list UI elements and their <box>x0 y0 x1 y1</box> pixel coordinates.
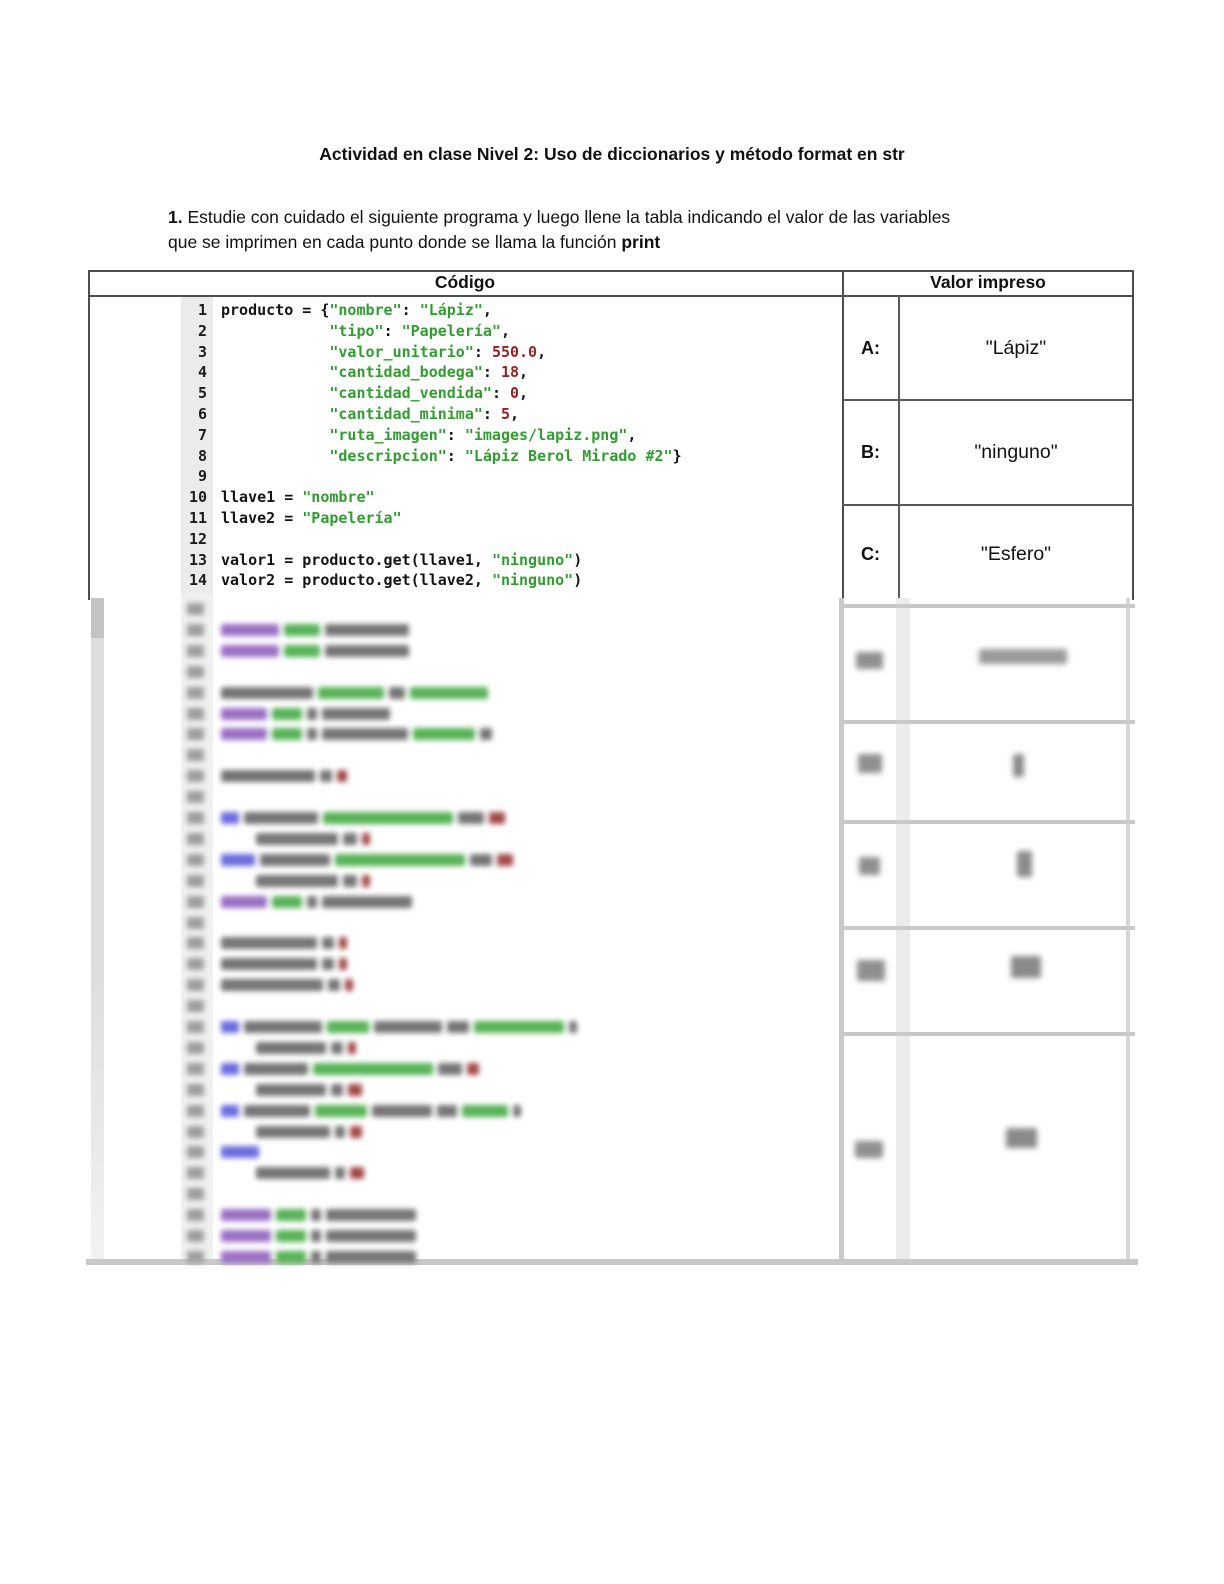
instruction-line1: Estudie con cuidado el siguiente programa y luego llene la tabla indicando el valor de las variables <box>182 206 951 227</box>
code-token: "ruta_imagen" <box>329 425 447 444</box>
code-token: "Lápiz" <box>419 301 483 319</box>
code-token: 5 <box>500 404 510 423</box>
code-token: , <box>482 301 492 319</box>
redacted-answer-value <box>1013 754 1024 777</box>
code-token: "cantidad_vendida" <box>329 384 492 403</box>
instruction-line2: que se imprimen en cada punto donde se llama la función <box>168 231 622 252</box>
answer-row-label: B: <box>861 442 880 462</box>
code-token: : <box>446 425 465 444</box>
redacted-answer-label <box>855 1141 883 1158</box>
line-number: 6 <box>197 404 207 423</box>
code-token: "ninguno" <box>491 571 574 590</box>
code-token: , <box>500 321 510 340</box>
code-token: "valor_unitario" <box>329 342 474 361</box>
code-token: ) <box>573 550 583 569</box>
code-token: , <box>519 363 529 382</box>
code-token: "nombre" <box>329 301 402 319</box>
code-token: "cantidad_bodega" <box>329 363 483 382</box>
line-number: 9 <box>197 467 207 486</box>
value-column-header: Valor impreso <box>930 272 1046 292</box>
line-number: 8 <box>197 446 207 465</box>
line-number: 3 <box>197 342 207 361</box>
line-number: 1 <box>197 301 207 319</box>
code-token: : <box>383 321 402 340</box>
code-token: "images/lapiz.png" <box>464 425 628 444</box>
redacted-answer-label <box>859 857 880 875</box>
answer-row-value: "ninguno" <box>974 441 1058 463</box>
code-token: : <box>446 446 465 465</box>
code-token: "nombre" <box>302 488 375 507</box>
line-number: 14 <box>188 571 207 590</box>
instruction-print-keyword: print <box>621 231 661 252</box>
line-number: 7 <box>197 425 207 444</box>
redacted-answer-label <box>856 652 883 669</box>
redacted-answer-value <box>1017 851 1032 877</box>
code-token: 0 <box>510 384 520 403</box>
answer-row-label: A: <box>861 337 880 358</box>
code-token: "Papelería" <box>302 508 402 527</box>
code-token: llave1 = <box>221 488 303 507</box>
code-column-header: Código <box>434 272 496 292</box>
instruction-number: 1. <box>168 206 183 227</box>
code-token: : <box>491 384 510 403</box>
code-token: , <box>537 342 547 361</box>
answer-row-label: C: <box>861 543 880 564</box>
redacted-answer-label <box>857 960 885 981</box>
line-number: 10 <box>188 488 207 507</box>
line-number: 2 <box>197 321 207 340</box>
line-number: 4 <box>197 363 207 382</box>
code-token: , <box>519 384 529 403</box>
code-token: valor1 = producto.get(llave1, <box>221 550 492 569</box>
code-token: "tipo" <box>329 321 384 340</box>
code-token: "Papelería" <box>401 321 501 340</box>
line-number: 12 <box>188 529 207 548</box>
redacted-answer-value <box>1011 956 1041 978</box>
code-token: } <box>672 446 682 465</box>
redacted-answer-label <box>858 754 882 773</box>
code-token: "ninguno" <box>491 550 574 569</box>
redacted-answer-value <box>1006 1128 1037 1148</box>
page-title: Actividad en clase Nivel 2: Uso de diccionarios y método format en str <box>319 144 905 164</box>
code-token: 18 <box>500 363 520 382</box>
code-token: ) <box>573 571 583 590</box>
code-token: valor2 = producto.get(llave2, <box>221 571 492 590</box>
code-token: 550.0 <box>491 342 538 361</box>
line-number: 5 <box>197 384 207 403</box>
code-token: "cantidad_minima" <box>329 404 483 423</box>
code-token: , <box>627 425 637 444</box>
code-token: "descripcion" <box>329 446 447 465</box>
line-number: 11 <box>188 508 207 527</box>
code-token: : <box>401 301 420 319</box>
code-token: producto = { <box>221 301 330 319</box>
code-token: llave2 = <box>221 508 303 527</box>
code-token: , <box>510 404 520 423</box>
line-number: 13 <box>188 550 207 569</box>
code-token: : <box>482 363 501 382</box>
redacted-answer-value <box>979 649 1067 664</box>
answer-row-value: "Lápiz" <box>985 336 1047 359</box>
answer-row-value: "Esfero" <box>980 542 1052 565</box>
code-token: : <box>482 404 501 423</box>
code-token: : <box>473 342 492 361</box>
code-token: "Lápiz Berol Mirado #2" <box>464 446 673 465</box>
